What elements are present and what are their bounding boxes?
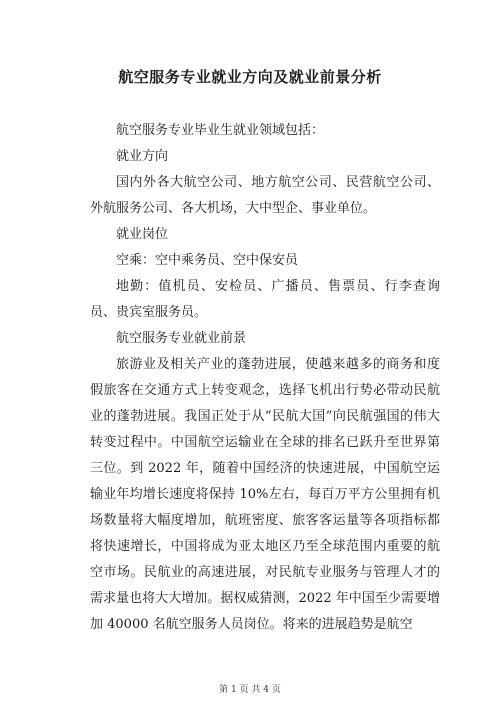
heading-employment-positions: 就业岗位 bbox=[116, 227, 169, 242]
paragraph-ground-staff: 地勤：值机员、安检员、广播员、售票员、行李查询员、贵宾室服务员。 bbox=[90, 279, 440, 320]
page-number-footer: 第 1 页 共 4 页 bbox=[219, 685, 281, 695]
paragraph-cabin-crew: 空乘：空中乘务员、空中保安员 bbox=[116, 253, 299, 268]
heading-employment-prospects: 航空服务专业就业前景 bbox=[116, 331, 247, 346]
heading-employment-direction: 就业方向 bbox=[116, 149, 169, 164]
paragraph-employment-prospects: 旅游业及相关产业的蓬勃进展，使越来越多的商务和度假旅客在交通方式上转变观念，选择飞机出行势必带动民航业的蓬勃进展。我国正处于从“民航大国”向民航强国的伟大转变过程中。中国航空运输业在全球的排名已跃升至世界第三位。到 2022 年，随着中国经济的快速进展，中国航空运输业年均增长速度将保持 10%左右，每百万平方公里拥有机场数量将大幅度增加，航班密度、旅客客运量等各项指标都将快速增长，中国将成为亚太地区乃至全球范围内重要的航空市场。民航业的高速进展，对民航专业服务与管理人才的需求量也将大大增加。据权威猜测，2022 年中国至少需要增加 40000 名航空服务人员岗位。将来的进展趋势是航空 bbox=[90, 357, 440, 632]
paragraph-employment-direction: 国内外各大航空公司、地方航空公司、民营航空公司、外航服务公司、各大机场，大中型企、事业单位。 bbox=[90, 175, 440, 216]
paragraph-intro: 航空服务专业毕业生就业领域包括： bbox=[116, 123, 325, 138]
document-title: 航空服务专业就业方向及就业前景分析 bbox=[118, 68, 382, 86]
document-body bbox=[90, 118, 440, 638]
